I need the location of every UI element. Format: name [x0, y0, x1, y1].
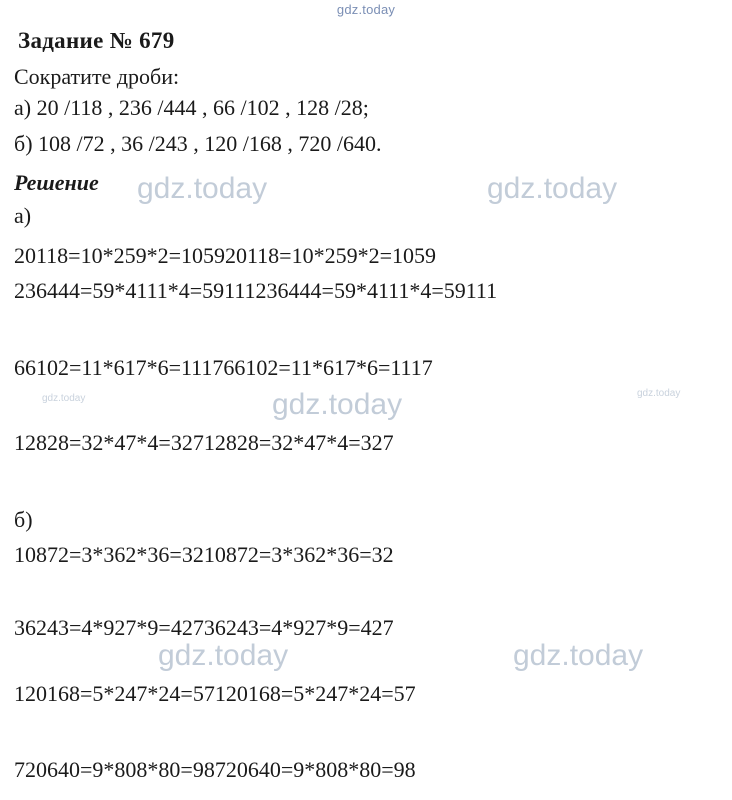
- solution-line: 720640=9*808*80=98720640=9*808*80=98: [14, 757, 416, 782]
- watermark: gdz.today: [42, 393, 86, 404]
- solution-line: 120168=5*247*24=57120168=5*247*24=57: [14, 681, 416, 706]
- watermark: gdz.today: [158, 639, 289, 672]
- watermark: gdz.today: [272, 388, 403, 421]
- task-instruction: Сократите дроби:: [14, 64, 180, 89]
- watermark: gdz.today: [637, 388, 681, 399]
- page-title: Задание № 679: [18, 28, 175, 53]
- watermark: gdz.today: [513, 639, 644, 672]
- solution-line: 20118=10*259*2=105920118=10*259*2=1059: [14, 243, 436, 268]
- watermark-top: gdz.today: [336, 2, 396, 17]
- solution-line: 10872=3*362*36=3210872=3*362*36=32: [14, 542, 394, 567]
- task-item-b: б) 108 /72 , 36 /243 , 120 /168 , 720 /640.: [14, 131, 382, 156]
- solution-label: Решение: [14, 170, 99, 195]
- solution-line: 236444=59*4111*4=59111236444=59*4111*4=59111: [14, 278, 498, 303]
- task-item-a: а) 20 /118 , 236 /444 , 66 /102 , 128 /28;: [14, 95, 369, 120]
- solution-part-b-label: б): [14, 507, 33, 532]
- watermark: gdz.today: [137, 172, 268, 205]
- solution-line: 66102=11*617*6=111766102=11*617*6=1117: [14, 355, 433, 380]
- solution-part-a-label: а): [14, 203, 32, 228]
- solution-line: 36243=4*927*9=42736243=4*927*9=427: [14, 615, 394, 640]
- watermark: gdz.today: [487, 172, 618, 205]
- solution-line: 12828=32*47*4=32712828=32*47*4=327: [14, 430, 394, 455]
